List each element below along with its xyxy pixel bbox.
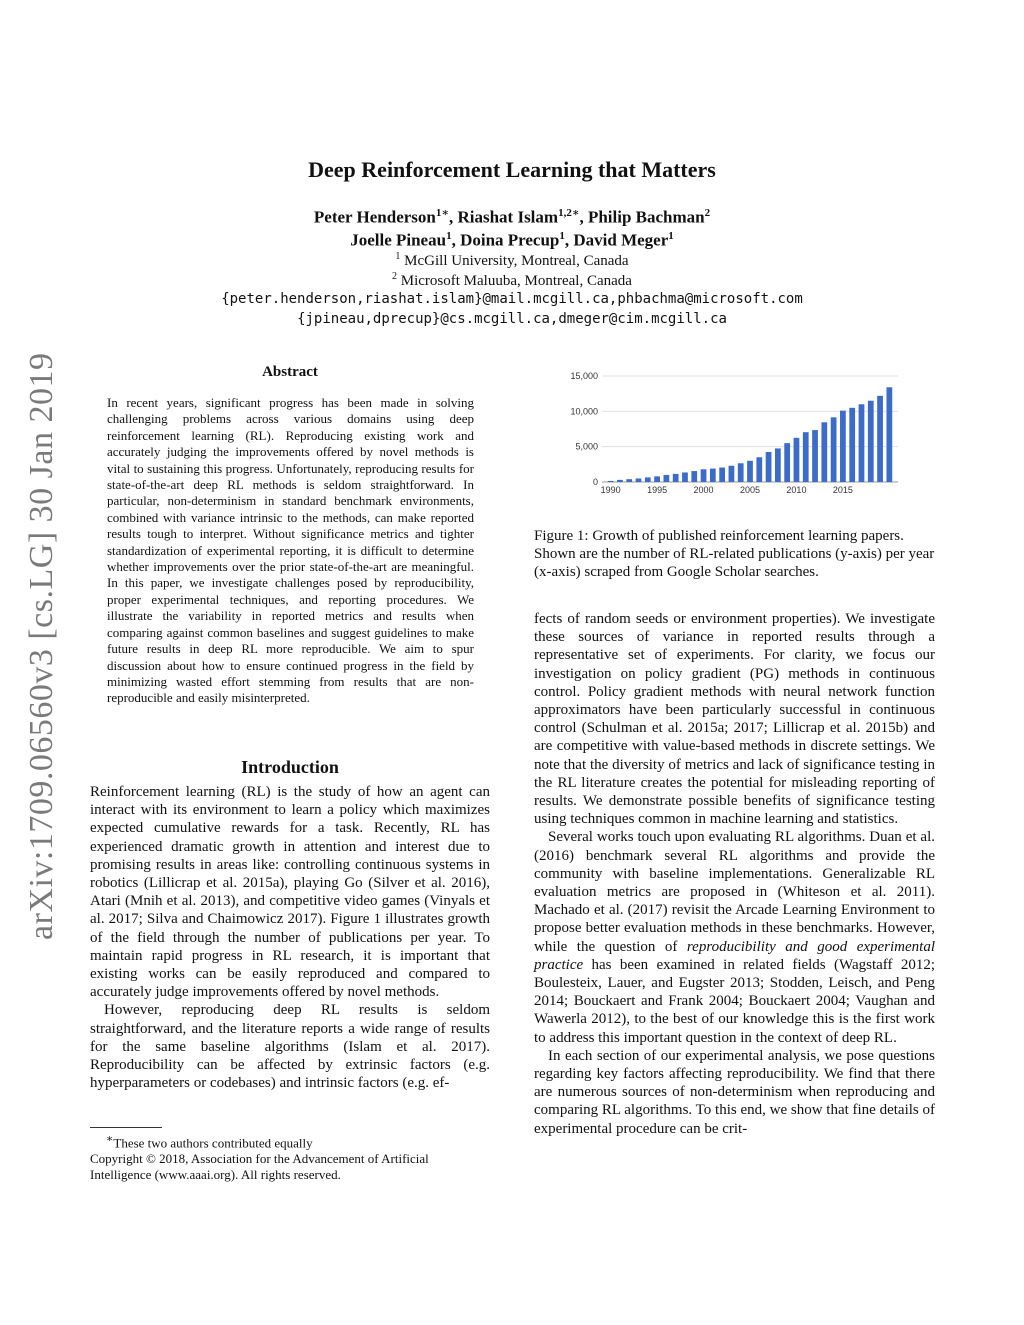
x-tick-label: 2005: [739, 485, 761, 495]
footnote: [90, 1131, 490, 1183]
bar: [664, 475, 670, 482]
y-tick-label: 0: [592, 477, 598, 487]
author-name: , David Meger: [564, 230, 669, 250]
copyright-notice: Copyright © 2018, Association for the Advancement of Artificial Intelligence (www.aaai.org). All rights reserved.: [90, 1151, 429, 1183]
bar: [831, 417, 837, 482]
abstract-heading: Abstract: [262, 364, 318, 380]
right-paragraph-2-emphasis: reproducibility and good experimental practice: [534, 938, 935, 973]
x-tick-label: 1990: [600, 485, 621, 495]
author-name: , Philip Bachman: [579, 207, 705, 227]
authors-line-2: [0, 230, 1024, 251]
x-tick-label: 1995: [647, 485, 668, 495]
bar: [747, 461, 753, 482]
footnote-marker: ∗: [106, 1133, 114, 1145]
bar: [608, 481, 614, 482]
intro-paragraph-1: Reinforcement learning (RL) is the study of how an agent can interact with its environment to learn a policy which maximizes expected cumulative rewards for a task. Recently, RL has experienced dramatic growth in attention and interest due to promising results in areas like: controlling continuous systems in robotics (Lillicrap et al. 2015a), playing Go (Silver et al. 2016), Atari (Mnih et al. 2013), and competitive video games (Vinyals et al. 2017; Silva and Chaimowicz 2017). Figure 1 illustrates growth of the field through the number of publications per year. To maintain rapid progress in RL research, it is important that existing works can be easily reproduced and compared to accurately judge improvements offered by novel methods.: [90, 784, 490, 1001]
bar: [794, 438, 800, 482]
emails-line-2: {jpineau,dprecup}@cs.mcgill.ca,dmeger@cim.mcgill.ca: [297, 311, 727, 327]
footnote-text: These two authors contributed equally: [113, 1135, 313, 1151]
abstract-text: In recent years, significant progress has been made in solving challenging problems across various domains using deep reinforcement learning (RL). Reproducing existing work and accurately judging the improvements offered by novel methods is vital to sustaining this progress. Unfortunately, reproducing results for state-of-the-art deep RL methods is seldom straightforward. In particular, non-determinism in standard benchmark environments, combined with variance intrinsic to the methods, can make reported results tough to interpret. Without significance metrics and tighter standardization of experimental reporting, it is difficult to determine whether improvements over the prior state-of-the-art are meaningful. In this paper, we investigate challenges posed by reproducibility, proper experimental techniques, and reporting procedures. We illustrate the variability in reported metrics and results when comparing against common baselines and suggest guidelines to make future results in deep RL more reproducible. We aim to spur discussion about how to ensure continued progress in the field by minimizing wasted effort stemming from results that are non-reproducible and easily misinterpreted.: [107, 395, 474, 706]
bar: [886, 387, 892, 482]
right-paragraph-3: In each section of our experimental analysis, we pose questions regarding key factors affecting reproducibility. We find that there are numerous sources of non-determinism when reproducing and comparing RL algorithms. To this end, we show that fine details of experimental procedure can be crit-: [534, 1047, 935, 1137]
x-tick-label: 2000: [693, 485, 714, 495]
emails-line-1: {peter.henderson,riashat.islam}@mail.mcgill.ca,phbachma@microsoft.com: [221, 291, 803, 307]
affiliation-marker: 2: [392, 271, 398, 282]
bar: [868, 401, 874, 482]
y-tick-label: 10,000: [570, 406, 598, 417]
bar: [636, 478, 642, 482]
bar: [756, 457, 762, 482]
intro-paragraph-2: However, reproducing deep RL results is seldom straightforward, and the literature reports a wide range of results for the same baseline algorithms (Islam et al. 2017). Reproducibility can be affected by extrinsic factors (e.g. hyperparameters or codebases) and intrinsic factors (e.g. ef-: [90, 1002, 490, 1092]
author-marker: 1: [668, 230, 674, 242]
figure-1-chart: [560, 366, 905, 500]
bar: [682, 472, 688, 482]
right-column: [534, 610, 935, 1138]
bar: [701, 469, 707, 482]
right-paragraph-1: fects of random seeds or environment properties). We investigate these sources of variance in reported results through a representative set of experiments. For clarity, we focus our investigation on policy gradient (PG) methods in continuous control. Policy gradient methods with neural network function approximators have been particularly successful in continuous control (Schulman et al. 2015a; 2017; Lillicrap et al. 2015b) and are competitive with value-based methods in discrete settings. We note that the diversity of metrics and lack of significance testing in the RL literature creates the potential for misleading reporting of results. We demonstrate possible benefits of significance testing using techniques common in machine learning and statistics.: [534, 611, 935, 828]
bar: [738, 463, 744, 482]
affiliation-marker: 1: [395, 251, 401, 262]
bar: [673, 474, 679, 482]
bar: [766, 452, 772, 482]
bar: [691, 471, 697, 482]
publications-bar-chart: [560, 366, 905, 500]
bar: [710, 469, 716, 482]
arxiv-identifier: arXiv:1709.06560v3 [cs.LG] 30 Jan 2019: [23, 352, 60, 940]
author-marker: 1∗: [435, 207, 449, 219]
bar: [859, 404, 865, 482]
left-column: [90, 783, 490, 1092]
author-marker: 1: [446, 230, 452, 242]
author-name: , Riashat Islam: [448, 207, 559, 227]
bar: [784, 443, 790, 482]
bar: [849, 408, 855, 482]
bar: [719, 468, 725, 482]
bar: [729, 466, 735, 482]
author-marker: 1: [559, 230, 565, 242]
author-name: , Doina Precup: [451, 230, 560, 250]
author-name: Peter Henderson: [313, 207, 436, 227]
bar: [877, 396, 883, 482]
bar: [654, 476, 660, 482]
bar: [617, 480, 623, 482]
bar: [645, 477, 651, 482]
authors-line-1: [0, 206, 1024, 228]
affiliation-mcgill: [0, 251, 1024, 270]
bar: [775, 448, 781, 482]
bar: [840, 411, 846, 482]
bar: [626, 479, 632, 482]
bar: [812, 430, 818, 482]
affiliation-text: Microsoft Maluuba, Montreal, Canada: [397, 273, 632, 289]
bar: [803, 432, 809, 482]
affiliation-text: McGill University, Montreal, Canada: [400, 253, 629, 269]
x-tick-label: 2010: [786, 485, 807, 495]
right-paragraph-2-text-cont: has been examined in related fields (Wagstaff 2012; Boulesteix, Lauer, and Eugster 2013; Stodden, Leisch, and Peng 2014; Bouckaert and Frank 2004; Bouckaert 2004; Vaughan and Wawerla 2012), to the best of our knowledge this is the first work to address this important question in the context of deep RL.: [534, 956, 935, 1046]
introduction-heading: Introduction: [241, 757, 339, 777]
y-tick-label: 15,000: [570, 371, 598, 381]
y-tick-label: 5,000: [575, 441, 598, 452]
figure-1-caption: Figure 1: Growth of published reinforcement learning papers. Shown are the number of RL-related publications (y-axis) per year (x-axis) scraped from Google Scholar searches.: [534, 528, 935, 581]
right-paragraph-2-text: Several works touch upon evaluating RL algorithms. Duan et al. (2016) benchmark several RL algorithms and provide the community with baseline implementations. Generalizable RL evaluation metrics are proposed in (Whiteson et al. 2011). Machado et al. (2017) revisit the Arcade Learning Environment to propose better evaluation methods in these benchmarks. However, while the question of: [534, 829, 935, 955]
author-name: Joelle Pineau: [350, 230, 447, 250]
footnote-rule: [90, 1127, 162, 1128]
author-marker: 1,2∗: [558, 207, 580, 219]
x-tick-label: 2015: [832, 485, 853, 495]
author-marker: 2: [704, 207, 711, 219]
paper-title: Deep Reinforcement Learning that Matters: [308, 157, 716, 182]
bar: [821, 422, 827, 482]
right-paragraph-2: [534, 828, 935, 1046]
affiliation-microsoft: [0, 271, 1024, 290]
